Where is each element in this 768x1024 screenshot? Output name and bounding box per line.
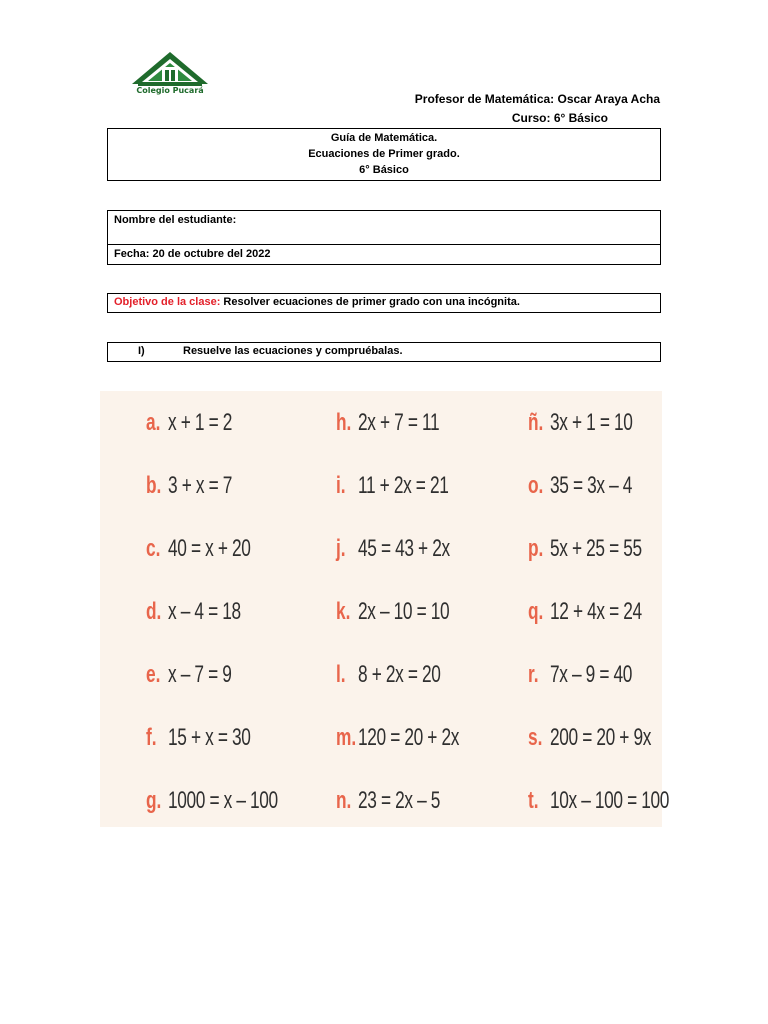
equation-item [336, 472, 484, 500]
equation-item [528, 724, 690, 752]
equation-text: 5x + 25 = 55 [550, 535, 642, 562]
school-building-icon [128, 50, 212, 88]
equation-item [336, 598, 485, 626]
equation-label: k. [336, 598, 351, 625]
equation-text: 40 = x + 20 [168, 535, 251, 562]
student-name-field[interactable]: Nombre del estudiante: [108, 211, 660, 245]
equation-item [146, 598, 269, 626]
equation-item [528, 661, 664, 689]
guide-title-line1: Guía de Matemática. [330, 132, 438, 144]
equation-item [528, 472, 664, 500]
equation-label: i. [336, 472, 346, 499]
date-field: Fecha: 20 de octubre del 2022 [114, 248, 271, 260]
equation-label: g. [146, 787, 162, 814]
equation-label: p. [528, 535, 544, 562]
guide-title-line2: Ecuaciones de Primer grado. [308, 148, 460, 160]
equation-item [336, 724, 498, 752]
equation-item [336, 787, 472, 815]
equation-item [528, 787, 715, 815]
equation-label: j. [336, 535, 346, 562]
equation-text: 3x + 1 = 10 [550, 409, 633, 436]
equation-item [528, 535, 677, 563]
school-logo [128, 50, 212, 98]
equation-text: 11 + 2x = 21 [358, 472, 449, 499]
equation-label: d. [146, 598, 162, 625]
equation-text: 2x + 7 = 11 [358, 409, 440, 436]
equation-item [146, 661, 256, 689]
equation-label: f. [146, 724, 157, 751]
school-name: Colegio Pucará [136, 86, 204, 95]
section-number: I) [138, 345, 145, 357]
equation-item [146, 535, 283, 563]
equation-item [336, 535, 485, 563]
equation-text: x – 4 = 18 [168, 598, 241, 625]
equation-item [146, 724, 283, 752]
guide-title-box [107, 128, 661, 181]
section-instruction: Resuelve las ecuaciones y compruébalas. [183, 345, 403, 357]
equation-text: 3 + x = 7 [168, 472, 233, 499]
equation-text: 120 = 20 + 2x [358, 724, 460, 751]
equations-panel [100, 391, 670, 827]
equation-text: x – 7 = 9 [168, 661, 232, 688]
teacher-name: Profesor de Matemática: Oscar Araya Acha [414, 92, 660, 106]
equation-text: 1000 = x – 100 [168, 787, 278, 814]
equation-label: s. [528, 724, 543, 751]
guide-title-line3: 6° Básico [359, 164, 409, 176]
equation-text: 15 + x = 30 [168, 724, 251, 751]
equation-text: 2x – 10 = 10 [358, 598, 450, 625]
equation-text: 7x – 9 = 40 [550, 661, 633, 688]
equation-label: m. [336, 724, 357, 751]
equation-label: o. [528, 472, 544, 499]
equation-item [146, 472, 257, 500]
course-label: Curso: 6° Básico [511, 111, 608, 125]
section-header [107, 342, 661, 362]
equation-label: ñ. [528, 409, 544, 436]
equation-label: h. [336, 409, 352, 436]
equation-item [528, 409, 665, 437]
equation-text: 35 = 3x – 4 [550, 472, 633, 499]
equation-item [146, 787, 320, 815]
equation-text: 12 + 4x = 24 [550, 598, 642, 625]
equation-item [336, 409, 471, 437]
equation-text: 10x – 100 = 100 [550, 787, 670, 814]
equation-text: x + 1 = 2 [168, 409, 233, 436]
equation-label: t. [528, 787, 539, 814]
equation-label: r. [528, 661, 539, 688]
equation-label: q. [528, 598, 544, 625]
objective-label: Objetivo de la clase: [114, 296, 221, 308]
equation-text: 8 + 2x = 20 [358, 661, 441, 688]
equation-text: 23 = 2x – 5 [358, 787, 441, 814]
equation-text: 200 = 20 + 9x [550, 724, 652, 751]
objective-text: Resolver ecuaciones de primer grado con una incógnita. [220, 296, 520, 308]
equation-item [146, 409, 257, 437]
equation-label: c. [146, 535, 161, 562]
equation-text: 45 = 43 + 2x [358, 535, 450, 562]
student-info-box [107, 210, 661, 265]
objective-box [107, 293, 661, 313]
equation-label: l. [336, 661, 346, 688]
equation-label: a. [146, 409, 161, 436]
equation-label: b. [146, 472, 162, 499]
equation-label: n. [336, 787, 352, 814]
equation-item [528, 598, 677, 626]
equation-item [336, 661, 473, 689]
equation-label: e. [146, 661, 161, 688]
